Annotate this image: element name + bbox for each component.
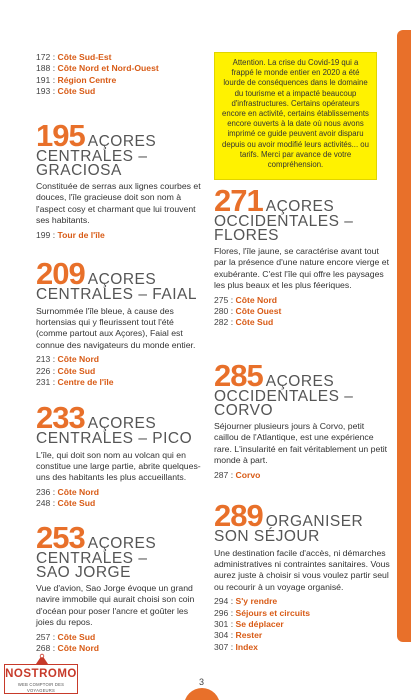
section-number: 195	[36, 118, 85, 153]
section-sao-jorge	[36, 522, 206, 654]
section-title: OCCIDENTALES –	[214, 213, 354, 230]
section-number: 253	[36, 520, 85, 555]
section-title: AÇORES	[265, 373, 335, 390]
ref-line: 296 : Séjours et circuits	[214, 607, 311, 618]
ref-link[interactable]: Index	[235, 641, 258, 652]
section-title: OCCIDENTALES –	[214, 388, 354, 405]
ref-page: 294	[214, 596, 229, 607]
ref-page: 296	[214, 607, 229, 618]
nostromo-logo	[4, 664, 78, 694]
ref-page: 301	[214, 618, 229, 629]
section-flores	[214, 185, 390, 329]
section-title: FLORES	[214, 226, 280, 244]
ref-page: 199	[36, 229, 51, 240]
section-refs	[36, 230, 206, 241]
section-heading	[36, 402, 206, 447]
section-heading	[214, 500, 390, 545]
section-title: ORGANISER	[265, 513, 364, 530]
ref-line: 213 : Côte Nord	[36, 354, 100, 365]
section-title: AÇORES	[87, 271, 157, 288]
ref-link[interactable]: S'y rendre	[235, 596, 278, 607]
ref-page: 257	[36, 631, 51, 642]
section-heading	[214, 360, 390, 418]
ref-link[interactable]: Côte Nord	[57, 354, 100, 365]
section-number: 289	[214, 498, 263, 533]
section-organiser-sejour	[214, 500, 390, 653]
ref-page: 304	[214, 630, 229, 641]
section-heading	[36, 258, 206, 303]
section-title: SAO JORGE	[36, 563, 131, 581]
page-number: 3	[199, 677, 205, 687]
section-refs	[214, 596, 390, 653]
section-title: CENTRALES –	[36, 550, 148, 567]
ref-line: 294 : S'y rendre	[214, 596, 278, 607]
ref-link[interactable]: Tour de l'île	[57, 229, 105, 240]
ref-link[interactable]: Centre de l'île	[57, 376, 114, 387]
ref-page: 287	[214, 469, 229, 480]
covid-notice: Attention. La crise du Covid-19 qui a frappé le monde entier en 2020 a été lourde de conséquences dans le domaine du tourisme et a impacté beaucoup d'infrastructures. Certains opérateurs encore en activité, certains établissements encore ouverts à la date où nous avons imprimé ce guide peuvent avoir disparu depuis ou avoir modifié leurs activités... ou tarifs. Merci par avance de votre compréhension.	[214, 52, 377, 180]
ref-link[interactable]: Côte Sud	[57, 365, 96, 376]
ref-page: 282	[214, 317, 229, 328]
logo-stamp-icon	[35, 653, 49, 665]
ref-link[interactable]: Se déplacer	[235, 618, 284, 629]
section-description: Séjourner plusieurs jours à Corvo, petit caillou de l'Atlantique, est une expérience rare. L'insularité en fait véritablement un petit monde à part.	[214, 421, 388, 466]
section-refs	[214, 295, 390, 329]
ref-line: 226 : Côte Sud	[36, 365, 96, 376]
ref-line: 304 : Rester	[214, 630, 263, 641]
section-number: 233	[36, 400, 85, 435]
ref-page: 307	[214, 641, 229, 652]
section-title: SON SÉJOUR	[214, 528, 320, 545]
section-heading	[36, 120, 206, 178]
ref-page: 236	[36, 486, 51, 497]
ref-link[interactable]: Côte Sud-Est	[57, 52, 112, 62]
ref-link[interactable]: Côte Nord et Nord-Ouest	[57, 63, 159, 74]
section-title: AÇORES	[265, 198, 335, 215]
section-refs	[36, 487, 206, 510]
ref-link[interactable]: Région Centre	[57, 74, 117, 85]
ref-line: 301 : Se déplacer	[214, 618, 284, 629]
section-faial	[36, 258, 206, 388]
section-title: CORVO	[214, 401, 274, 419]
section-number: 285	[214, 358, 263, 393]
ref-line: 268 : Côte Nord	[36, 643, 100, 654]
section-number: 209	[36, 256, 85, 291]
ref-line: 193 : Côte Sud	[36, 86, 96, 97]
ref-line: 191 : Région Centre	[36, 74, 117, 85]
ref-line: 287 : Corvo	[214, 469, 261, 480]
ref-page: 172	[36, 52, 51, 62]
ref-link[interactable]: Côte Nord	[57, 643, 100, 654]
ref-link[interactable]: Côte Sud	[57, 86, 96, 97]
ref-line: 275 : Côte Nord	[214, 294, 278, 305]
ref-page: 193	[36, 86, 51, 97]
ref-link[interactable]: Côte Sud	[57, 498, 96, 509]
logo-tagline: WEB COMPTOIR DES VOYAGEURS	[17, 682, 65, 693]
section-description: L'île, qui doit son nom au volcan qui en constitue une large partie, abrite quelques-uns des habitants les plus accueillants.	[36, 449, 201, 483]
ref-line: 188 : Côte Nord et Nord-Ouest	[36, 63, 159, 74]
section-number: 271	[214, 183, 263, 218]
ref-page: 213	[36, 354, 51, 365]
ref-link[interactable]: Séjours et circuits	[235, 607, 311, 618]
section-description: Surnommée l'île bleue, à cause des hortensias qui y fleurissent tout l'été (comme partout aux Açores), Faial est connue des navigateurs du monde entier.	[36, 305, 196, 350]
section-title: CENTRALES – PICO	[36, 430, 193, 447]
ref-line: 199 : Tour de l'île	[36, 229, 105, 240]
ref-line: 282 : Côte Sud	[214, 317, 274, 328]
section-refs	[214, 470, 390, 481]
section-description: Une destination facile d'accès, ni démarches administratives ni contraintes sanitaires. Vous aurez juste à choisir si vous voulez partir seul ou recourir à un voyage organisé.	[214, 547, 390, 592]
ref-link[interactable]: Corvo	[235, 469, 261, 480]
logo-brand: NOSTROMO	[5, 668, 77, 680]
ref-line: 231 : Centre de l'île	[36, 376, 114, 387]
ref-page: 226	[36, 365, 51, 376]
ref-page: 191	[36, 74, 51, 85]
section-refs	[36, 354, 206, 388]
ref-line: 257 : Côte Sud	[36, 631, 96, 642]
section-title: CENTRALES – FAIAL	[36, 286, 197, 303]
edge-tab	[397, 30, 411, 642]
ref-page: 231	[36, 376, 51, 387]
ref-line: 236 : Côte Nord	[36, 486, 100, 497]
ref-line: 172 : Côte Sud-Est	[36, 52, 112, 62]
ref-page: 275	[214, 294, 229, 305]
ref-link[interactable]: Côte Ouest	[235, 306, 282, 317]
section-description: Vue d'avion, Sao Jorge évoque un grand navire immobile qui aurait choisi son coin d'océan pour poser l'ancre et goûter les joies du repos.	[36, 583, 195, 628]
intro-refs	[36, 52, 206, 98]
section-refs	[36, 632, 206, 655]
section-pico	[36, 402, 206, 510]
ref-link[interactable]: Côte Sud	[235, 317, 274, 328]
ref-link[interactable]: Côte Nord	[235, 294, 278, 305]
section-title: AÇORES	[87, 535, 157, 552]
section-title: CENTRALES –	[36, 148, 148, 165]
section-corvo	[214, 360, 390, 481]
section-heading	[214, 185, 390, 243]
section-title: AÇORES	[87, 415, 157, 432]
ref-line: 280 : Côte Ouest	[214, 306, 282, 317]
section-description: Constituée de serras aux lignes courbes et douces, l'île gracieuse doit son nom à l'aspect cosy et charmant que lui trouvent ses habitants.	[36, 181, 201, 226]
section-graciosa	[36, 120, 206, 241]
ref-link[interactable]: Côte Sud	[57, 631, 96, 642]
section-title: AÇORES	[87, 133, 157, 150]
ref-page: 268	[36, 643, 51, 654]
ref-link[interactable]: Rester	[235, 630, 263, 641]
ref-link[interactable]: Côte Nord	[57, 486, 100, 497]
ref-line: 248 : Côte Sud	[36, 498, 96, 509]
ref-page: 188	[36, 63, 51, 74]
ref-page: 280	[214, 306, 229, 317]
section-description: Flores, l'île jaune, se caractérise avant tout par la présence d'une nature encore vierge et exubérante. C'est l'île qui offre les paysages les plus beaux et les plus féeriques.	[214, 246, 390, 291]
section-heading	[36, 522, 206, 580]
ref-page: 248	[36, 498, 51, 509]
section-title: GRACIOSA	[36, 161, 122, 179]
ref-line: 307 : Index	[214, 641, 258, 652]
bottom-tab	[184, 688, 220, 700]
